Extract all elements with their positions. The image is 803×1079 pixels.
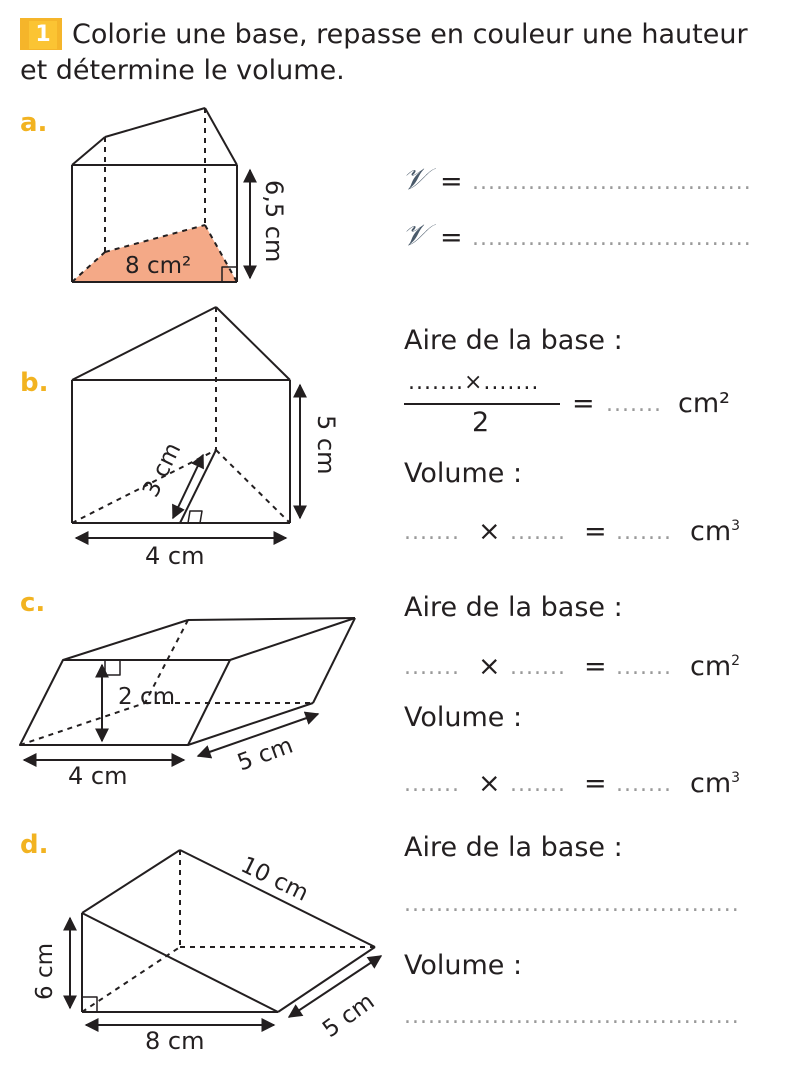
part-a-equals-1: = (440, 166, 463, 197)
prism-d-figure (70, 850, 381, 1025)
part-c-width-label: 4 cm (68, 762, 128, 790)
part-b-vol-dots-3[interactable]: ....... (616, 520, 672, 545)
part-b-height-label: 5 cm (312, 415, 340, 475)
part-c-letter: c. (20, 588, 46, 618)
part-c-volume-title: Volume : (404, 702, 523, 733)
part-c-vol-times: × (478, 768, 501, 799)
part-a-volume-symbol-1: 𝒱 (402, 162, 427, 197)
part-c-height-label: 2 cm (118, 684, 175, 710)
part-b-result-dots[interactable]: ....... (606, 392, 662, 417)
part-b-volume-title: Volume : (404, 458, 523, 489)
part-c-times: × (478, 651, 501, 682)
part-d-letter: d. (20, 830, 49, 860)
part-d-height-label: 6 cm (32, 943, 58, 1000)
part-c-dots-1[interactable]: ....... (404, 655, 460, 680)
instruction-line-2: et détermine le volume. (20, 55, 345, 86)
part-d-base-area-title: Aire de la base : (404, 832, 623, 863)
part-d-answer-line-2[interactable]: .......................................... (404, 1004, 740, 1029)
part-b-times: × (478, 516, 501, 547)
part-c-unit-area: $cm^2$ (690, 651, 741, 682)
part-a-equals-2: = (440, 222, 463, 253)
exercise-number: 1 (29, 21, 57, 49)
part-a-volume-symbol-2: 𝒱 (402, 218, 427, 253)
part-b-vol-dots-2[interactable]: ....... (510, 520, 566, 545)
part-b-denominator: 2 (472, 407, 490, 438)
part-b-base-area-title: Aire de la base : (404, 325, 623, 356)
part-c-depth-label: 5 cm (234, 732, 297, 777)
part-c-dots-2[interactable]: ....... (510, 655, 566, 680)
part-b-equals: = (572, 388, 595, 419)
part-b-vol-equals: = (584, 516, 607, 547)
part-d-hyp-label: 10 cm (236, 852, 313, 907)
part-b-unit-area: cm² (678, 388, 730, 419)
part-a-height-label: 6,5 cm (260, 180, 288, 263)
part-d-width-label: 8 cm (145, 1027, 205, 1055)
part-c-unit-volume: $cm^3$ (690, 768, 741, 799)
part-c-dots-3[interactable]: ....... (616, 655, 672, 680)
part-b-width-label: 4 cm (145, 542, 205, 570)
part-b-fraction-bar (404, 403, 560, 405)
prism-c-figure (20, 618, 355, 760)
part-a-answer-line-2[interactable]: ................................... (472, 226, 752, 251)
part-a-base-area-label: 8 cm² (125, 253, 192, 279)
part-b-unit-volume: $cm^3$ (690, 516, 741, 547)
part-d-depth-label: 5 cm (318, 988, 380, 1044)
part-c-base-area-title: Aire de la base : (404, 592, 623, 623)
part-d-answer-line-1[interactable]: .......................................... (404, 892, 740, 917)
part-a-letter: a. (20, 108, 48, 138)
prism-b-figure (72, 307, 300, 538)
part-a-answer-line-1[interactable]: ................................... (472, 170, 752, 195)
part-b-numerator[interactable]: .......×....... (408, 370, 540, 395)
part-c-vol-dots-3[interactable]: ....... (616, 772, 672, 797)
part-b-slant-label: 3 cm (138, 438, 187, 502)
part-d-volume-title: Volume : (404, 950, 523, 981)
part-c-vol-dots-1[interactable]: ....... (404, 772, 460, 797)
part-b-letter: b. (20, 368, 49, 398)
part-b-vol-dots-1[interactable]: ....... (404, 520, 460, 545)
part-c-equals: = (584, 651, 607, 682)
instruction-line-1: Colorie une base, repasse en couleur une hauteur (72, 19, 748, 50)
part-c-vol-dots-2[interactable]: ....... (510, 772, 566, 797)
part-c-vol-equals: = (584, 768, 607, 799)
